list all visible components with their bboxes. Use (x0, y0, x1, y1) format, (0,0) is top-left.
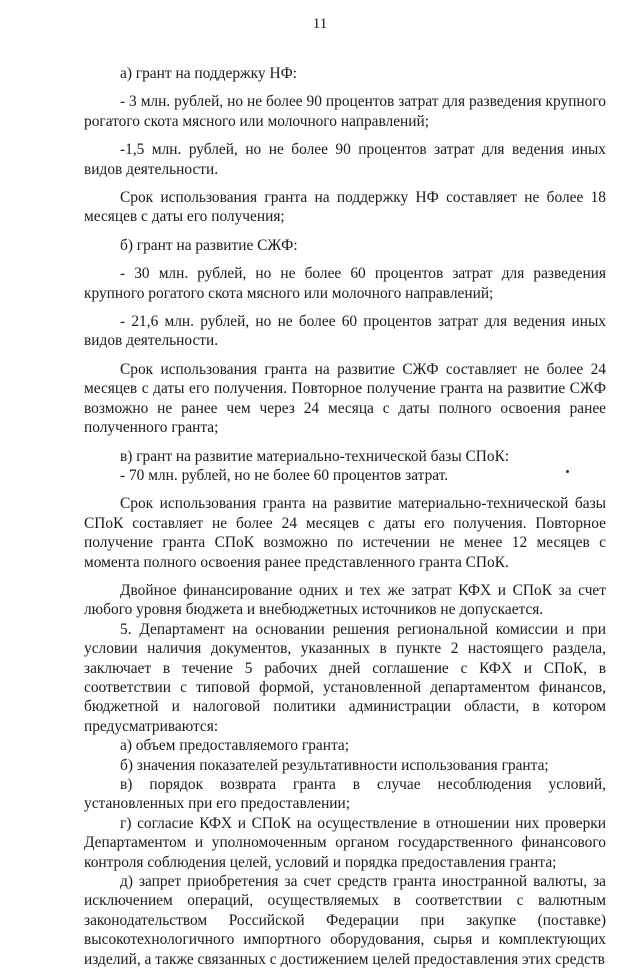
paragraph: в) грант на развитие материально-технической базы СПоК: (120, 447, 510, 465)
document-body (84, 64, 606, 969)
paragraph: - 3 млн. рублей, но не более 90 процентов затрат для разведения крупного рогатого скота мясного или молочного направлений; (84, 93, 606, 130)
paragraph: а) объем предоставляемого гранта; (120, 737, 350, 755)
paragraph: Срок использования гранта на развитие материально-технической базы СПоК составляет не более 24 месяцев с даты его получения. Повторное получение гранта СПоК возможно по истечении не менее 12 месяцев с момента полного освоения ранее представленного гранта СПоК. (84, 495, 606, 571)
paragraph: - 30 млн. рублей, но не более 60 процентов затрат для разведения крупного рогатого скота мясного или молочного направлений; (84, 265, 606, 302)
paragraph: 5. Департамент на основании решения региональной комиссии и при условии наличия документов, указанных в пункте 2 настоящего раздела, заключает в течение 5 рабочих дней соглашение с КФХ и СПоК, в соответствии с типовой формой, установленной департаментом финансов, бюджетной и налоговой политики администрации области, в котором предусматриваются: (84, 620, 606, 735)
paragraph: б) грант на развитие СЖФ: (120, 236, 298, 254)
page-number: 11 (312, 16, 328, 32)
scan-speck (566, 470, 569, 473)
paragraph: в) порядок возврата гранта в случае несоблюдения условий, установленных при его предоставлении; (84, 776, 606, 813)
paragraph: а) грант на поддержку НФ: (120, 65, 298, 82)
paragraph: - 21,6 млн. рублей, но не более 60 процентов затрат для ведения иных видов деятельности. (84, 313, 606, 350)
paragraph: д) запрет приобретения за счет средств гранта иностранной валюты, за исключением операций, осуществляемых в соответствии с валютным законодательством Российской Федерации при закупке (поставке) высокотехнологичного импортного оборудования, сырья и комплектующих изделий, а также связанных с достижением целей предоставления этих средств (84, 873, 606, 968)
paragraph: Срок использования гранта на поддержку НФ составляет не более 18 месяцев с даты его получения; (84, 189, 606, 226)
paragraph: - 70 млн. рублей, но не более 60 процентов затрат. (120, 466, 449, 484)
paragraph: Двойное финансирование одних и тех же затрат КФХ и СПоК за счет любого уровня бюджета и внебюджетных источников не допускается. (84, 581, 606, 619)
paragraph: Срок использования гранта на развитие СЖФ составляет не более 24 месяцев с даты его получения. Повторное получение гранта на развитие СЖФ возможно не ранее чем через 24 месяца с даты полного освоения ранее полученного гранта; (84, 360, 606, 437)
paragraph: г) согласие КФХ и СПоК на осуществление в отношении них проверки Департаментом и уполномоченным органом государственного финансового контроля соблюдения целей, условий и порядка предоставления гранта; (84, 814, 606, 871)
paragraph: б) значения показателей результативности использования гранта; (120, 756, 549, 774)
paragraph: -1,5 млн. рублей, но не более 90 процентов затрат для ведения иных видов деятельности. (84, 141, 606, 178)
